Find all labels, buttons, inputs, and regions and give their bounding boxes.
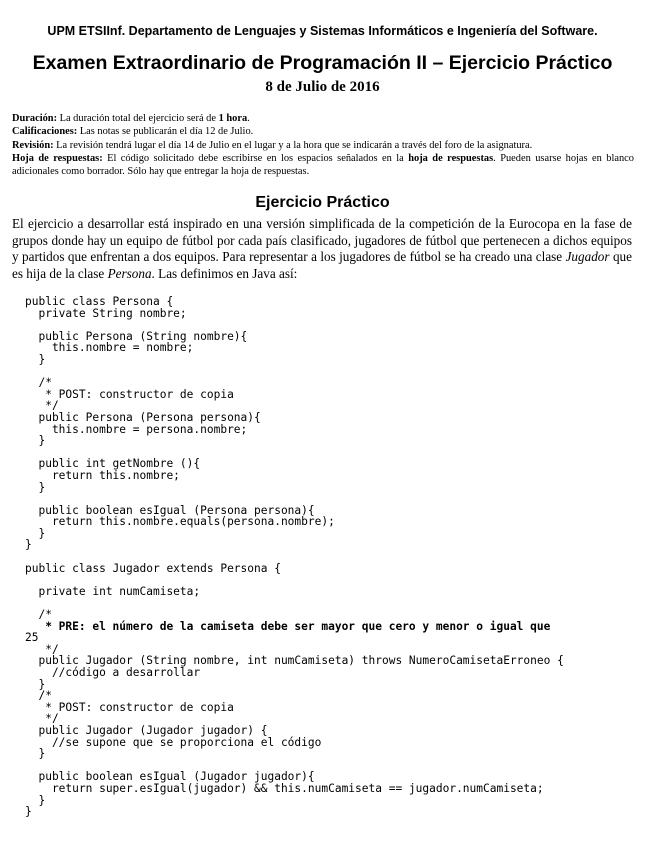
code-line: public boolean esIgual (Persona persona){ (25, 503, 315, 517)
code-line: /* (25, 608, 52, 622)
code-line: return this.nombre; (25, 468, 180, 482)
code-line: private String nombre; (25, 306, 187, 320)
code-line: //se supone que se proporciona el código (25, 735, 322, 749)
code-line: public boolean esIgual (Jugador jugador){ (25, 770, 315, 784)
code-line: */ (25, 399, 59, 413)
duracion-text: La duración total del ejercicio será de (57, 113, 219, 124)
java-code-block (25, 296, 635, 818)
intro-text-2: que es hija de la clase (12, 249, 632, 281)
code-line: * POST: constructor de copia (25, 387, 234, 401)
code-line: public Persona (Persona persona){ (25, 410, 261, 424)
info-hoja (12, 152, 634, 179)
code-line: * PRE: el número de la camiseta debe ser mayor que cero y menor o igual que (25, 619, 551, 633)
code-line: public class Jugador extends Persona { (25, 561, 281, 575)
info-revision (12, 139, 634, 152)
hoja-end: . Pueden usarse hojas en blanco adicionales como borrador. Sólo hay que entregar la hoja de respuestas. (12, 152, 634, 178)
code-line: } (25, 793, 46, 807)
revision-label: Revisión: (12, 139, 54, 151)
duracion-value: 1 hora (218, 113, 248, 124)
calificaciones-text: Las notas se publicarán el día 12 de Julio. (77, 126, 254, 138)
code-line: } (25, 677, 46, 691)
code-line: public class Persona { (25, 295, 174, 308)
info-calificaciones (12, 125, 634, 138)
code-line: this.nombre = persona.nombre; (25, 422, 248, 436)
code-line: public Jugador (String nombre, int numCamiseta) throws NumeroCamisetaErroneo { (25, 654, 564, 668)
code-line: /* (25, 689, 52, 703)
code-line (25, 597, 635, 609)
code-line (25, 366, 635, 378)
duracion-end: . (247, 113, 250, 124)
code-line: //código a desarrollar (25, 666, 201, 679)
code-line: } (25, 352, 46, 366)
hoja-bold: hoja de respuestas (408, 152, 494, 164)
code-line: */ (25, 712, 59, 726)
code-line (25, 493, 635, 505)
code-line: } (25, 434, 46, 448)
info-duracion (12, 112, 634, 125)
exam-date: 8 de Julio de 2016 (265, 79, 380, 95)
institution-header: UPM ETSIInf. Departamento de Lenguajes y Sistemas Informáticos e Ingeniería del Software. (47, 24, 598, 38)
intro-class-persona: Persona (107, 265, 152, 281)
code-line: public Jugador (Jugador jugador) { (25, 723, 268, 737)
code-line: } (25, 805, 32, 819)
calificaciones-label: Calificaciones: (12, 126, 78, 138)
hoja-text: El código solicitado debe escribirse en los espacios señalados en la (102, 152, 409, 164)
code-line: return super.esIgual(jugador) && this.numCamiseta == jugador.numCamiseta; (25, 781, 544, 795)
code-line: /* (25, 376, 52, 390)
code-line: } (25, 538, 32, 552)
revision-text: La revisión tendrá lugar el día 14 de Julio en el lugar y a la hora que se indicarán a través del foro de la asignatura. (53, 139, 533, 151)
intro-paragraph (12, 216, 632, 282)
code-line: this.nombre = nombre; (25, 341, 194, 355)
code-line: return this.nombre.equals(persona.nombre); (25, 515, 335, 529)
intro-class-jugador: Jugador (565, 249, 610, 265)
intro-text-3: . Las definimos en Java así: (151, 265, 298, 281)
exam-title: Examen Extraordinario de Programación II – Ejercicio Práctico (32, 52, 613, 74)
code-line: public int getNombre (){ (25, 457, 201, 471)
code-line: * POST: constructor de copia (25, 700, 234, 714)
code-line: private int numCamiseta; (25, 584, 201, 598)
intro-text-1: El ejercicio a desarrollar está inspirado en una versión simplificada de la competición de la Eurocopa en la fase de grupos donde hay un equipo de fútbol por cada país clasificado, jugadores de fútbol que pertenecen a dichos equipos y partidos que enfrentan a dos equipos. Para representar a los jugadores de fútbol se ha creado una clase (12, 216, 632, 265)
code-line: } (25, 526, 46, 540)
code-line: 25 (25, 631, 39, 645)
code-line: } (25, 480, 46, 494)
exercise-intro (12, 216, 632, 282)
code-line: public Persona (String nombre){ (25, 329, 248, 343)
code-line: } (25, 747, 46, 761)
code-line: */ (25, 642, 59, 656)
section-title: Ejercicio Práctico (255, 194, 390, 211)
duracion-label: Duración: (12, 113, 58, 124)
exam-info (12, 112, 634, 178)
code-line (25, 551, 635, 563)
hoja-label: Hoja de respuestas: (12, 152, 103, 164)
